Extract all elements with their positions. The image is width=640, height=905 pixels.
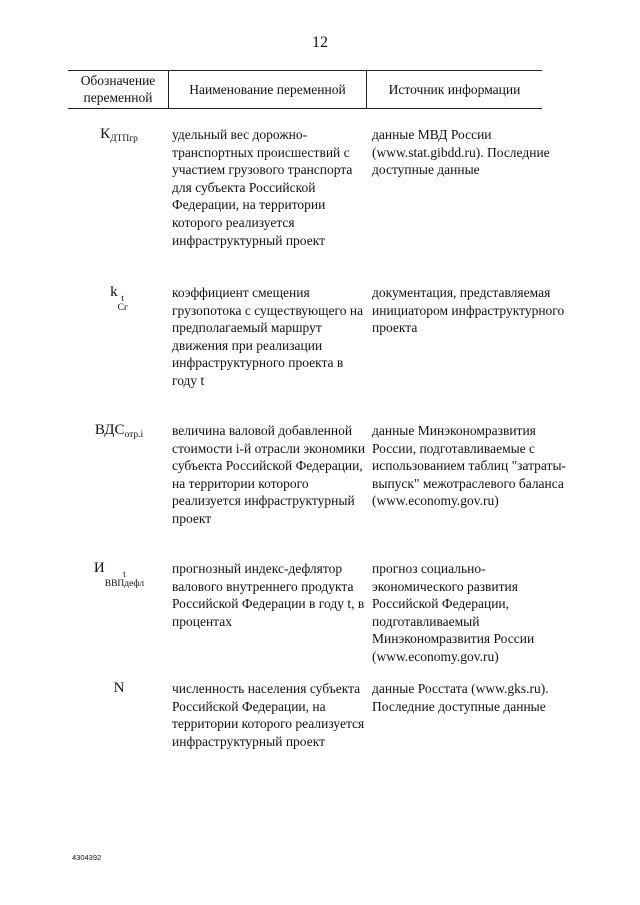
variable-name: величина валовой добавленной стоимости i-й отрасли экономики субъекта Российской Федерации, на территории которого реализуется инфраструктурный проект — [172, 423, 366, 526]
column-header-source: Источник информации — [388, 81, 521, 97]
information-source: данные МВД России (www.stat.gibdd.ru). Последние доступные данные — [372, 127, 550, 178]
variable-symbol: N — [113, 680, 125, 696]
information-source: данные Минэкономразвития России, подготавливаемые с использованием таблиц "затраты-выпуск" межотраслевого баланса (www.economy.gov.ru) — [372, 423, 567, 509]
information-source: данные Росстата (www.gks.ru). Последние доступные данные — [372, 681, 549, 714]
page-number: 12 — [312, 34, 328, 51]
information-source: прогноз социально-экономического развития Российской Федерации, подготавливаемый Минэкономразвития России (www.economy.gov.ru) — [372, 561, 535, 664]
variable-name: коэффициент смещения грузопотока с существующего на предполагаемый маршрут движения при реализации инфраструктурного проекта в году t — [172, 285, 364, 388]
variable-name: численность населения субъекта Российской Федерации, на территории которого реализуется инфраструктурный проект — [172, 681, 365, 749]
variable-symbol: k t Сг — [110, 284, 128, 313]
document-code: 4304392 — [72, 853, 102, 862]
table-header-rule — [68, 108, 542, 109]
column-header-name: Наименование переменной — [189, 81, 346, 97]
variable-symbol: $ВДС_{отр.i}$ — [94, 422, 144, 440]
variable-name: прогнозный индекс-дефлятор валового внутреннего продукта Российской Федерации в году t, в процентах — [172, 561, 365, 629]
information-source: документация, представляемая инициатором инфраструктурного проекта — [372, 285, 565, 336]
variable-symbol: $К_{ДТПгр}$ — [100, 126, 138, 144]
variable-symbol: И t ВВПдефл — [93, 560, 145, 589]
column-header-symbol: Обозначение переменной — [80, 73, 156, 105]
variable-name: удельный вес дорожно-транспортных происшествий с участием грузового транспорта для субъекта Российской Федерации, на территории которого реализуется инфраструктурный проект — [172, 127, 353, 248]
